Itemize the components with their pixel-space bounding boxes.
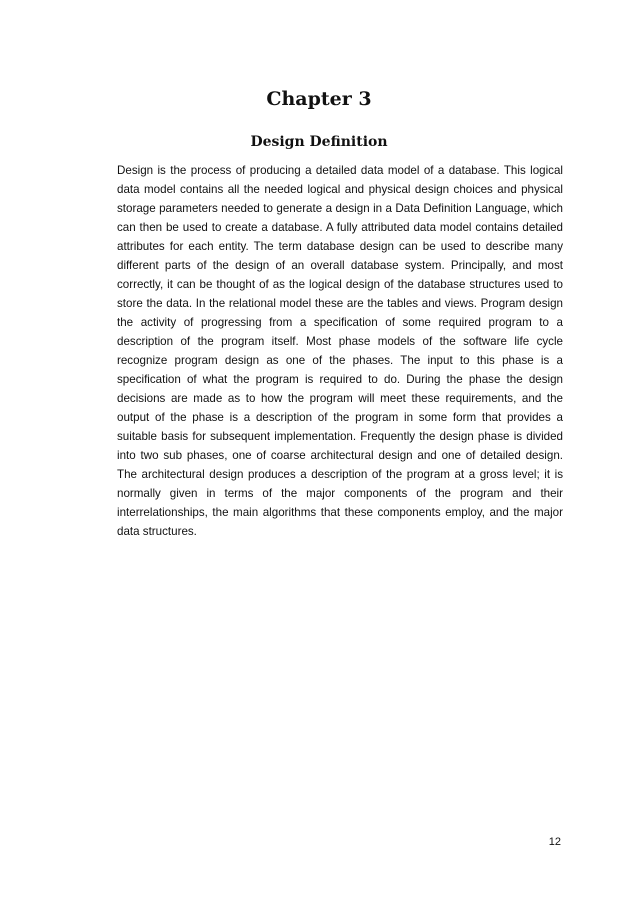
body-paragraph: Design is the process of producing a detailed data model of a database. This logical data model contains all the needed logical and physical design choices and physical storage parameters needed to generate a design in a Data Definition Language, which can then be used to create a database. A fully attributed data model contains detailed attributes for each entity. The term database design can be used to describe many different parts of the design of an overall database system. Principally, and most correctly, it can be thought of as the logical design of the database structures used to store the data. In the relational model these are the tables and views. Program design the activity of progressing from a specification of some required program to a description of the program itself. Most phase models of the software life cycle recognize program design as one of the phases. The input to this phase is a specification of what the program is required to do. During the phase the design decisions are made as to how the program will meet these requirements, and the output of the phase is a description of the program in some form that provides a suitable basis for subsequent implementation. Frequently the design phase is divided into two sub phases, one of coarse architectural design and one of detailed design. The architectural design produces a description of the program at a gross level; it is normally given in terms of the major components of the program and their interrelationships, the main algorithms that these components employ, and the major data structures. xyxy=(117,164,563,538)
section-title: Design Definition xyxy=(250,134,388,150)
page-number: 12 xyxy=(548,836,561,848)
chapter-title: Chapter 3 xyxy=(266,88,372,110)
